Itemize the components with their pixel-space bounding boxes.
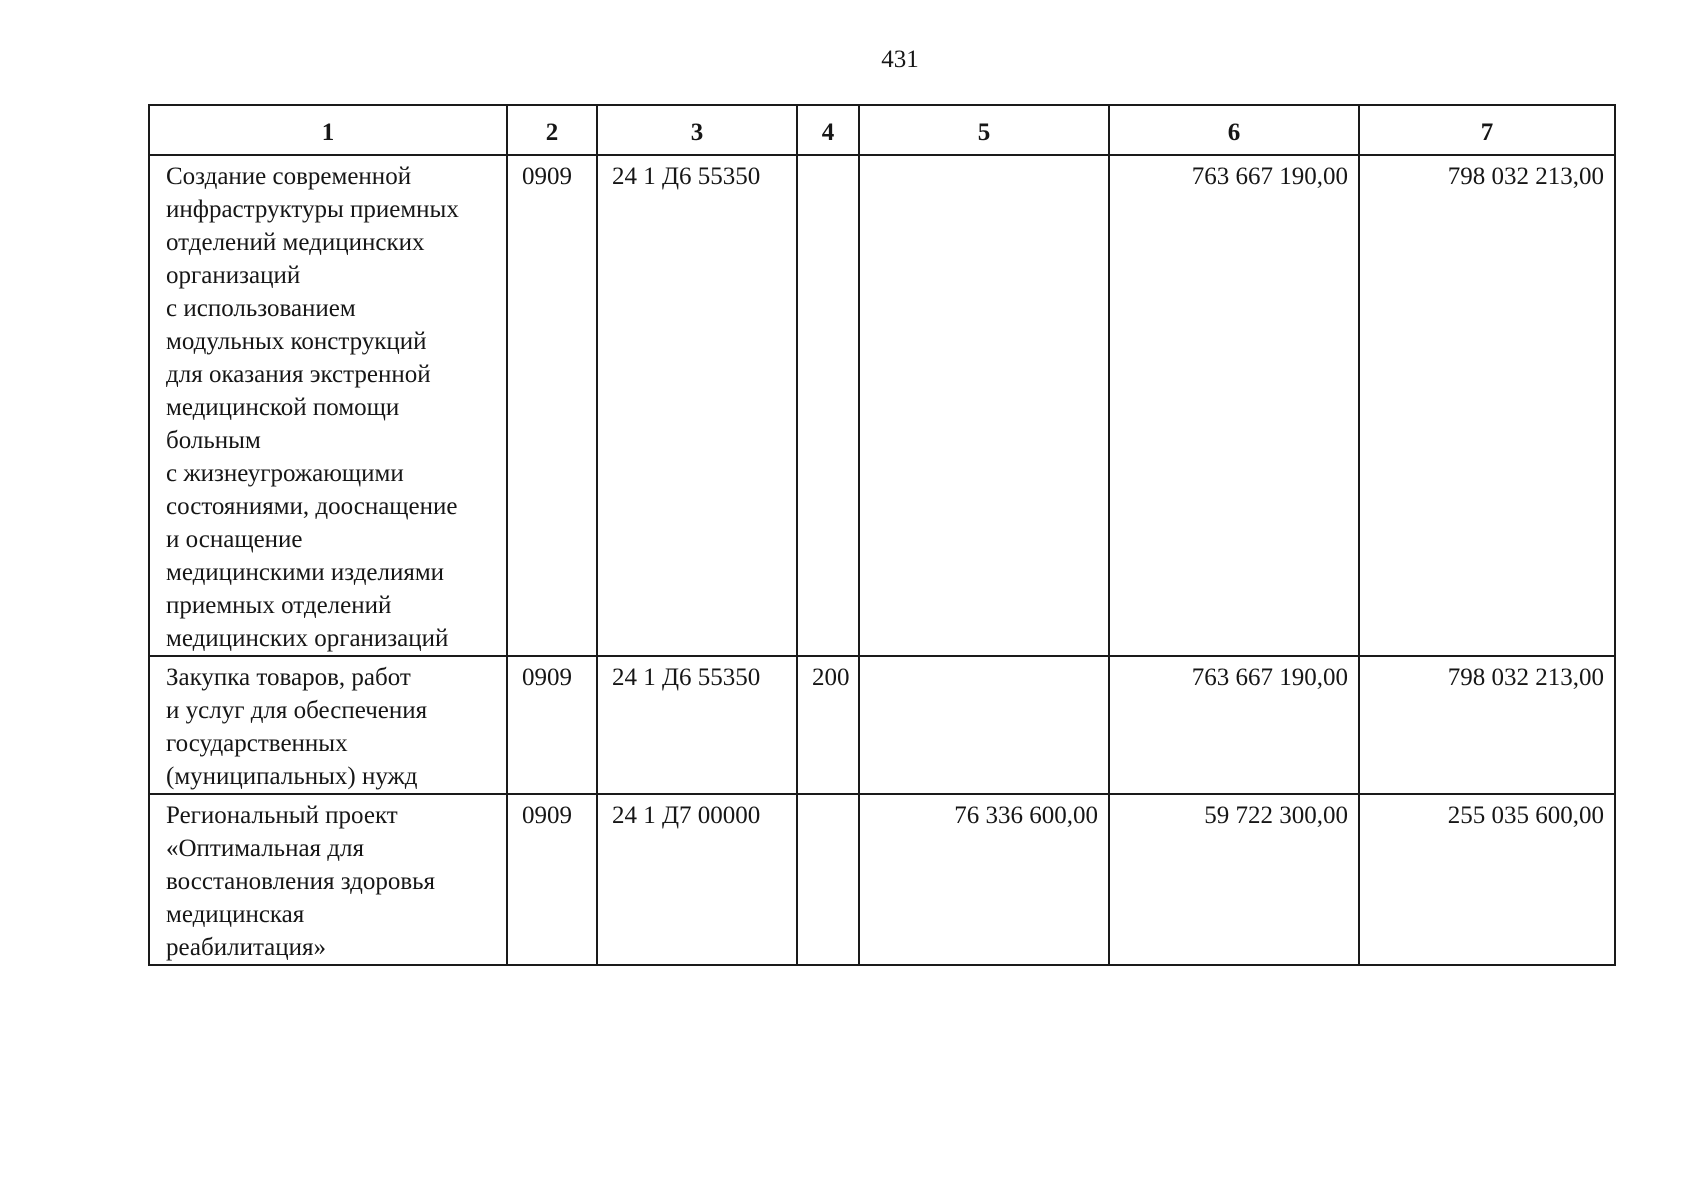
row-name-cell: Закупка товаров, работ и услуг для обеспечения государственных (муниципальных) нужд <box>149 656 507 794</box>
table-row <box>149 155 1615 656</box>
row-name-cell: Региональный проект «Оптимальная для восстановления здоровья медицинская реабилитация» <box>149 794 507 965</box>
amount-7-cell: 798 032 213,00 <box>1359 155 1615 656</box>
section-code-cell: 0909 <box>507 794 597 965</box>
expense-type-cell <box>797 794 859 965</box>
amount-7-cell: 798 032 213,00 <box>1359 656 1615 794</box>
expense-type-cell <box>797 155 859 656</box>
table-row <box>149 794 1615 965</box>
amount-5-cell: 76 336 600,00 <box>859 794 1109 965</box>
amount-6-cell: 763 667 190,00 <box>1109 155 1359 656</box>
column-header-5: 5 <box>859 105 1109 155</box>
amount-5-cell <box>859 155 1109 656</box>
amount-7-cell: 255 035 600,00 <box>1359 794 1615 965</box>
column-header-7: 7 <box>1359 105 1615 155</box>
section-code-cell: 0909 <box>507 656 597 794</box>
table-header-row <box>149 105 1615 155</box>
table-row <box>149 656 1615 794</box>
amount-6-cell: 763 667 190,00 <box>1109 656 1359 794</box>
column-header-2: 2 <box>507 105 597 155</box>
column-header-1: 1 <box>149 105 507 155</box>
page-number: 431 <box>881 46 919 73</box>
budget-table <box>148 104 1616 966</box>
section-code-cell: 0909 <box>507 155 597 656</box>
amount-5-cell <box>859 656 1109 794</box>
column-header-4: 4 <box>797 105 859 155</box>
amount-6-cell: 59 722 300,00 <box>1109 794 1359 965</box>
target-article-cell: 24 1 Д7 00000 <box>597 794 797 965</box>
row-name-cell: Создание современной инфраструктуры приемных отделений медицинских организаций с использованием модульных конструкций для оказания экстренной медицинской помощи больным с жизнеугрожающими состояниями, дооснащение и оснащение медицинскими изделиями приемных отделений медицинских организаций <box>149 155 507 656</box>
column-header-3: 3 <box>597 105 797 155</box>
target-article-cell: 24 1 Д6 55350 <box>597 656 797 794</box>
expense-type-cell: 200 <box>797 656 859 794</box>
target-article-cell: 24 1 Д6 55350 <box>597 155 797 656</box>
column-header-6: 6 <box>1109 105 1359 155</box>
